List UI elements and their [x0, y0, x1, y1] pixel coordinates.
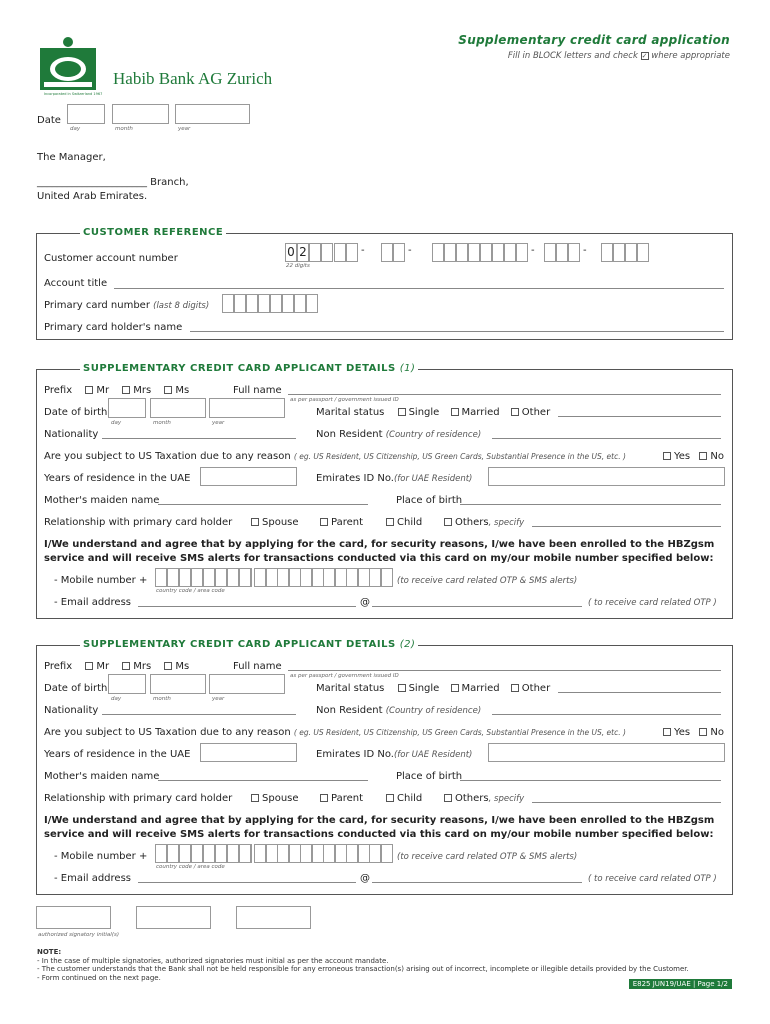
married-option-2[interactable] — [451, 683, 500, 694]
account-dash: - — [408, 245, 412, 256]
mobile-digit-cell[interactable] — [215, 568, 227, 587]
spouse-checkbox-1[interactable] — [251, 518, 259, 526]
account-title-input[interactable] — [114, 288, 724, 289]
other-option-2[interactable] — [511, 683, 550, 694]
mobile-label-2: - Mobile number + — [54, 851, 148, 862]
ms-checkbox-1[interactable] — [164, 386, 172, 394]
marital-row-1 — [316, 407, 550, 418]
customer-reference-title: CUSTOMER REFERENCE — [80, 227, 226, 238]
email-domain-input-2[interactable] — [372, 882, 582, 883]
child-label-1: Child — [397, 517, 423, 528]
primary-card-hint: (last 8 digits) — [153, 301, 210, 311]
mr-checkbox-1[interactable] — [85, 386, 93, 394]
address-line-1: The Manager, — [37, 152, 106, 163]
primary-card-digit-cell[interactable] — [258, 294, 270, 313]
us-tax-row-1 — [44, 451, 626, 462]
us-tax-yes-label-1: Yes — [674, 451, 691, 462]
dob-day-input-1[interactable] — [108, 398, 146, 418]
us-tax-no-label-2: No — [710, 727, 724, 738]
mrs-checkbox-1[interactable] — [122, 386, 130, 394]
marital-row-2 — [316, 683, 550, 694]
mobile-sub-hint-2: country code / area code — [156, 864, 225, 870]
mr-checkbox-2[interactable] — [85, 662, 93, 670]
other-label-2: Other — [521, 683, 551, 694]
account-digit-cell[interactable] — [568, 243, 580, 262]
digits-note: 22 digits — [286, 263, 310, 269]
married-label-2: Married — [461, 683, 500, 694]
child-label-2: Child — [397, 793, 423, 804]
account-dash: - — [531, 245, 535, 256]
notes-heading: NOTE: — [37, 948, 62, 956]
dob-month-hint-2: month — [153, 696, 171, 702]
parent-checkbox-1[interactable] — [320, 518, 328, 526]
account-digit-cell[interactable] — [432, 243, 444, 262]
mobile-digit-cell[interactable] — [167, 844, 179, 863]
agreement-text-1: I/We understand and agree that by applying for the card, for security reasons, I/we have been enrolled to the HBZgsm service and will receive SMS alerts for transactions conducted via this card on my/our mobile number specified below: — [44, 539, 715, 564]
ms-label-2: Ms — [175, 661, 190, 672]
mobile-digit-cell[interactable] — [358, 844, 370, 863]
marital-other-input-1[interactable] — [558, 416, 721, 417]
dob-year-hint-1: year — [212, 420, 225, 426]
non-resident-row-1 — [316, 429, 481, 440]
others-specify-input-1[interactable] — [532, 526, 721, 527]
account-digit-cell[interactable] — [393, 243, 405, 262]
applicant-number-2: (2) — [399, 639, 416, 650]
primary-card-digit-cell[interactable] — [270, 294, 282, 313]
primary-card-digit-cell[interactable] — [306, 294, 318, 313]
mobile-digit-cell[interactable] — [369, 844, 381, 863]
emirates-id-label-2: Emirates ID No. — [316, 749, 394, 760]
mobile-digit-cell[interactable] — [289, 568, 301, 587]
holder-name-label: Primary card holder's name — [44, 322, 183, 333]
single-option-2[interactable] — [398, 683, 440, 694]
signatory-label: authorized signatory initial(s) — [38, 932, 119, 938]
prefix-label-1: Prefix — [44, 385, 73, 396]
spouse-option-1[interactable] — [251, 517, 299, 528]
account-digit-cell[interactable] — [504, 243, 516, 262]
place-birth-label-1: Place of birth — [396, 495, 463, 506]
married-checkbox-2[interactable] — [451, 684, 459, 692]
relationship-label-2: Relationship with primary card holder — [44, 793, 233, 804]
footer-code: E825 JUN19/UAE | Page 1/2 — [629, 979, 732, 989]
note-item-1: - In the case of multiple signatories, authorized signatories must initial as per the account mandate. — [37, 956, 389, 965]
mobile-digit-cell[interactable] — [300, 844, 312, 863]
maiden-label-1: Mother's maiden name — [44, 495, 160, 506]
account-digit-cell[interactable] — [637, 243, 649, 262]
account-digit-cell[interactable] — [601, 243, 613, 262]
primary-card-digit-cell[interactable] — [222, 294, 234, 313]
primary-card-digit-cell[interactable] — [294, 294, 306, 313]
mobile-digit-cell[interactable] — [155, 568, 167, 587]
check-icon: ✓ — [641, 52, 648, 60]
mobile-digit-cell[interactable] — [312, 568, 324, 587]
emirates-id-hint-1: (for UAE Resident) — [393, 474, 473, 484]
dob-month-input-2[interactable] — [150, 674, 206, 694]
note-item-2: - The customer understands that the Bank shall not be held responsible for any erroneous transaction(s) arising out of incorrect, incomplete or illegible details provided by the Customer. — [37, 965, 689, 974]
ms-option-1[interactable] — [164, 385, 189, 396]
full-name-hint-1: as per passport / government issued ID — [290, 397, 399, 403]
emirates-id-label-1: Emirates ID No. — [316, 473, 394, 484]
account-digit-cell[interactable] — [544, 243, 556, 262]
mr-label-1: Mr — [96, 385, 110, 396]
primary-card-label — [44, 300, 209, 311]
spouse-option-2[interactable] — [251, 793, 299, 804]
us-tax-no-checkbox-2[interactable] — [699, 728, 707, 736]
others-checkbox-2[interactable] — [444, 794, 452, 802]
years-uae-input-2[interactable] — [200, 743, 297, 762]
specify-hint-1: , specify — [488, 518, 525, 528]
mobile-digit-cell[interactable] — [277, 844, 289, 863]
single-checkbox-2[interactable] — [398, 684, 406, 692]
us-tax-no-option-2[interactable] — [699, 727, 724, 738]
prefix-row-1 — [44, 385, 189, 396]
applicant-title-text-2: SUPPLEMENTARY CREDIT CARD APPLICANT DETAILS — [83, 639, 396, 650]
marital-other-input-2[interactable] — [558, 692, 721, 693]
full-name-label-2: Full name — [233, 661, 282, 672]
others-option-2[interactable] — [444, 793, 524, 804]
form-title: Supplementary credit card application — [458, 33, 730, 47]
email-user-input-2[interactable] — [138, 882, 356, 883]
date-label: Date — [37, 115, 61, 126]
others-specify-input-2[interactable] — [532, 802, 721, 803]
email-label-1: - Email address — [54, 597, 131, 608]
others-option-1[interactable] — [444, 517, 524, 528]
years-uae-input-1[interactable] — [200, 467, 297, 486]
account-dash: - — [583, 245, 587, 256]
us-tax-no-label-1: No — [710, 451, 724, 462]
us-tax-options-2 — [663, 727, 724, 738]
account-digit-cell[interactable] — [456, 243, 468, 262]
mobile-digit-cell[interactable] — [381, 568, 393, 587]
emirates-id-row-2 — [316, 749, 472, 760]
mr-label-2: Mr — [96, 661, 110, 672]
us-tax-yes-option-2[interactable] — [663, 727, 690, 738]
mrs-option-2[interactable] — [122, 661, 151, 672]
parent-option-2[interactable] — [320, 793, 363, 804]
mobile-digit-cell[interactable] — [335, 568, 347, 587]
ms-label-1: Ms — [175, 385, 190, 396]
mobile-digit-cell[interactable] — [191, 844, 203, 863]
ms-checkbox-2[interactable] — [164, 662, 172, 670]
spouse-label-2: Spouse — [262, 793, 299, 804]
place-birth-label-2: Place of birth — [396, 771, 463, 782]
email-at-1: @ — [360, 597, 370, 608]
signatory-initial-box-2[interactable] — [136, 906, 211, 929]
others-label-2: Others — [455, 793, 489, 804]
mobile-digit-cell[interactable] — [369, 568, 381, 587]
account-digit-cell[interactable] — [309, 243, 321, 262]
mr-option-2[interactable] — [85, 661, 109, 672]
account-digit-cell[interactable] — [556, 243, 568, 262]
mrs-option-1[interactable] — [122, 385, 151, 396]
single-label-1: Single — [408, 407, 440, 418]
mobile-label-1: - Mobile number + — [54, 575, 148, 586]
us-tax-question-2: Are you subject to US Taxation due to any reason — [44, 727, 291, 738]
mobile-digit-cell[interactable] — [155, 844, 167, 863]
email-hint-1: ( to receive card related OTP ) — [588, 598, 717, 608]
subtitle-post: where appropriate — [651, 51, 730, 61]
child-option-1[interactable] — [386, 517, 422, 528]
notes — [37, 948, 689, 982]
dob-label-1: Date of birth — [44, 407, 108, 418]
signatory-initial-box-1[interactable] — [36, 906, 111, 929]
date-day-hint: day — [70, 126, 81, 132]
emirates-id-row-1 — [316, 473, 472, 484]
date-day-input[interactable] — [67, 104, 105, 124]
prefix-label-2: Prefix — [44, 661, 73, 672]
address-line-3: United Arab Emirates. — [37, 191, 148, 202]
emirates-id-input-2[interactable] — [488, 743, 725, 762]
full-name-input-1[interactable] — [288, 394, 721, 395]
account-digit-cell[interactable]: 2 — [297, 243, 309, 262]
place-birth-input-1[interactable] — [460, 504, 721, 505]
dob-day-hint-1: day — [111, 420, 122, 426]
bank-logo — [36, 36, 103, 100]
mobile-digit-cell[interactable] — [179, 844, 191, 863]
mobile-digit-cell[interactable] — [215, 844, 227, 863]
account-digit-cell[interactable] — [346, 243, 358, 262]
mobile-digit-cell[interactable] — [167, 568, 179, 587]
mobile-hint-2: (to receive card related OTP & SMS alerts) — [397, 852, 578, 862]
account-digit-cell[interactable] — [516, 243, 528, 262]
email-hint-2: ( to receive card related OTP ) — [588, 874, 717, 884]
nationality-input-2[interactable] — [102, 714, 296, 715]
single-checkbox-1[interactable] — [398, 408, 406, 416]
married-option-1[interactable] — [451, 407, 500, 418]
mobile-digit-cell[interactable] — [346, 844, 358, 863]
others-label-1: Others — [455, 517, 489, 528]
mobile-digit-cell[interactable] — [203, 844, 215, 863]
email-label-2: - Email address — [54, 873, 131, 884]
logo-tagline: Incorporated in Switzerland 1967 — [44, 92, 103, 96]
account-digit-cell[interactable] — [625, 243, 637, 262]
emirates-id-input-1[interactable] — [488, 467, 725, 486]
ms-option-2[interactable] — [164, 661, 189, 672]
account-dash: - — [361, 245, 365, 256]
date-month-hint: month — [115, 126, 133, 132]
mobile-digit-cell[interactable] — [323, 568, 335, 587]
mobile-digit-cell[interactable] — [346, 568, 358, 587]
non-resident-input-1[interactable] — [492, 438, 721, 439]
account-title-label: Account title — [44, 278, 108, 289]
mobile-digit-cell[interactable] — [254, 844, 266, 863]
parent-option-1[interactable] — [320, 517, 363, 528]
child-option-2[interactable] — [386, 793, 422, 804]
mobile-digit-cell[interactable] — [227, 568, 239, 587]
primary-card-text: Primary card number — [44, 300, 150, 311]
specify-hint-2: , specify — [488, 794, 525, 804]
us-tax-yes-checkbox-2[interactable] — [663, 728, 671, 736]
emirates-id-hint-2: (for UAE Resident) — [393, 750, 473, 760]
agreement-text-2: I/We understand and agree that by applying for the card, for security reasons, I/we have been enrolled to the HBZgsm service and will receive SMS alerts for transactions conducted via this card on my/our mobile number specified below: — [44, 815, 715, 840]
dob-day-input-2[interactable] — [108, 674, 146, 694]
years-uae-label-2: Years of residence in the UAE — [44, 749, 191, 760]
us-tax-no-option-1[interactable] — [699, 451, 724, 462]
other-checkbox-1[interactable] — [511, 408, 519, 416]
applicant-title-2 — [80, 639, 418, 650]
date-month-input[interactable] — [112, 104, 169, 124]
mobile-digit-cell[interactable] — [277, 568, 289, 587]
years-uae-label-1: Years of residence in the UAE — [44, 473, 191, 484]
married-checkbox-1[interactable] — [451, 408, 459, 416]
dob-day-hint-2: day — [111, 696, 122, 702]
single-label-2: Single — [408, 683, 440, 694]
marital-label-1: Marital status — [316, 407, 385, 418]
mobile-digit-cell[interactable] — [266, 844, 278, 863]
other-option-1[interactable] — [511, 407, 550, 418]
account-digit-cell[interactable] — [444, 243, 456, 262]
applicant-title-text-1: SUPPLEMENTARY CREDIT CARD APPLICANT DETAILS — [83, 363, 396, 374]
mobile-digit-cell[interactable] — [191, 568, 203, 587]
us-tax-hint-1: ( eg. US Resident, US Citizenship, US Green Cards, Substantial Presence in the US, etc. ) — [293, 452, 626, 461]
email-user-input-1[interactable] — [138, 606, 356, 607]
non-resident-hint-2: (Country of residence) — [385, 706, 482, 716]
child-checkbox-2[interactable] — [386, 794, 394, 802]
mobile-digit-cell[interactable] — [381, 844, 393, 863]
mobile-digit-cell[interactable] — [254, 568, 266, 587]
account-digit-cell[interactable] — [321, 243, 333, 262]
dob-year-hint-2: year — [212, 696, 225, 702]
account-digit-cell[interactable] — [381, 243, 393, 262]
signatory-initial-box-3[interactable] — [236, 906, 311, 929]
maiden-input-2[interactable] — [158, 780, 368, 781]
spouse-label-1: Spouse — [262, 517, 299, 528]
account-number-label: Customer account number — [44, 253, 178, 264]
non-resident-input-2[interactable] — [492, 714, 721, 715]
date-year-hint: year — [178, 126, 191, 132]
account-digit-cell[interactable] — [613, 243, 625, 262]
dob-year-input-1[interactable] — [209, 398, 285, 418]
dob-month-input-1[interactable] — [150, 398, 206, 418]
mrs-checkbox-2[interactable] — [122, 662, 130, 670]
maiden-label-2: Mother's maiden name — [44, 771, 160, 782]
us-tax-row-2 — [44, 727, 626, 738]
dob-year-input-2[interactable] — [209, 674, 285, 694]
us-tax-yes-label-2: Yes — [674, 727, 691, 738]
single-option-1[interactable] — [398, 407, 440, 418]
mr-option-1[interactable] — [85, 385, 109, 396]
parent-label-2: Parent — [331, 793, 364, 804]
account-digit-cell[interactable] — [334, 243, 346, 262]
non-resident-hint-1: (Country of residence) — [385, 430, 482, 440]
child-checkbox-1[interactable] — [386, 518, 394, 526]
account-digit-cell[interactable] — [468, 243, 480, 262]
marital-label-2: Marital status — [316, 683, 385, 694]
mrs-label-2: Mrs — [133, 661, 152, 672]
applicant-title-1 — [80, 363, 418, 374]
other-label-1: Other — [521, 407, 551, 418]
mobile-sub-hint-1: country code / area code — [156, 588, 225, 594]
non-resident-label-2: Non Resident — [316, 705, 383, 716]
primary-card-digit-cell[interactable] — [282, 294, 294, 313]
mobile-digit-cell[interactable] — [358, 568, 370, 587]
mobile-digit-cell[interactable] — [239, 844, 251, 863]
mrs-label-1: Mrs — [133, 385, 152, 396]
us-tax-yes-checkbox-1[interactable] — [663, 452, 671, 460]
spouse-checkbox-2[interactable] — [251, 794, 259, 802]
non-resident-label-1: Non Resident — [316, 429, 383, 440]
nationality-input-1[interactable] — [102, 438, 296, 439]
dob-label-2: Date of birth — [44, 683, 108, 694]
mobile-digit-cell[interactable] — [266, 568, 278, 587]
primary-card-digit-cell[interactable] — [246, 294, 258, 313]
mobile-hint-1: (to receive card related OTP & SMS alerts) — [397, 576, 578, 586]
account-digit-cell[interactable] — [492, 243, 504, 262]
dob-month-hint-1: month — [153, 420, 171, 426]
full-name-label-1: Full name — [233, 385, 282, 396]
mobile-digit-cell[interactable] — [239, 568, 251, 587]
maiden-input-1[interactable] — [158, 504, 368, 505]
account-digit-cell[interactable] — [480, 243, 492, 262]
mobile-digit-cell[interactable] — [289, 844, 301, 863]
applicant-number-1: (1) — [399, 363, 416, 374]
form-subtitle — [508, 51, 730, 61]
others-checkbox-1[interactable] — [444, 518, 452, 526]
non-resident-row-2 — [316, 705, 481, 716]
us-tax-yes-option-1[interactable] — [663, 451, 690, 462]
email-domain-input-1[interactable] — [372, 606, 582, 607]
other-checkbox-2[interactable] — [511, 684, 519, 692]
primary-card-digit-cell[interactable] — [234, 294, 246, 313]
bank-name: Habib Bank AG Zurich — [113, 69, 273, 88]
mobile-digit-cell[interactable] — [179, 568, 191, 587]
parent-checkbox-2[interactable] — [320, 794, 328, 802]
place-birth-input-2[interactable] — [460, 780, 721, 781]
parent-label-1: Parent — [331, 517, 364, 528]
date-year-input[interactable] — [175, 104, 250, 124]
us-tax-question-1: Are you subject to US Taxation due to any reason — [44, 451, 291, 462]
mobile-digit-cell[interactable] — [300, 568, 312, 587]
note-item-3: - Form continued on the next page. — [37, 973, 161, 982]
account-digit-cell[interactable]: 0 — [285, 243, 297, 262]
mobile-digit-cell[interactable] — [323, 844, 335, 863]
us-tax-options-1 — [663, 451, 724, 462]
prefix-row-2 — [44, 661, 189, 672]
mobile-digit-cell[interactable] — [335, 844, 347, 863]
nationality-label-1: Nationality — [44, 429, 99, 440]
holder-name-input[interactable] — [190, 331, 724, 332]
mobile-digit-cell[interactable] — [312, 844, 324, 863]
relationship-label-1: Relationship with primary card holder — [44, 517, 233, 528]
mobile-digit-cell[interactable] — [227, 844, 239, 863]
full-name-hint-2: as per passport / government issued ID — [290, 673, 399, 679]
email-at-2: @ — [360, 873, 370, 884]
us-tax-hint-2: ( eg. US Resident, US Citizenship, US Green Cards, Substantial Presence in the US, etc. ) — [293, 728, 626, 737]
full-name-input-2[interactable] — [288, 670, 721, 671]
us-tax-no-checkbox-1[interactable] — [699, 452, 707, 460]
nationality-label-2: Nationality — [44, 705, 99, 716]
address-branch-line[interactable]: ______________________ Branch, — [37, 177, 189, 188]
mobile-digit-cell[interactable] — [203, 568, 215, 587]
married-label-1: Married — [461, 407, 500, 418]
subtitle-pre: Fill in BLOCK letters and check — [507, 51, 638, 61]
